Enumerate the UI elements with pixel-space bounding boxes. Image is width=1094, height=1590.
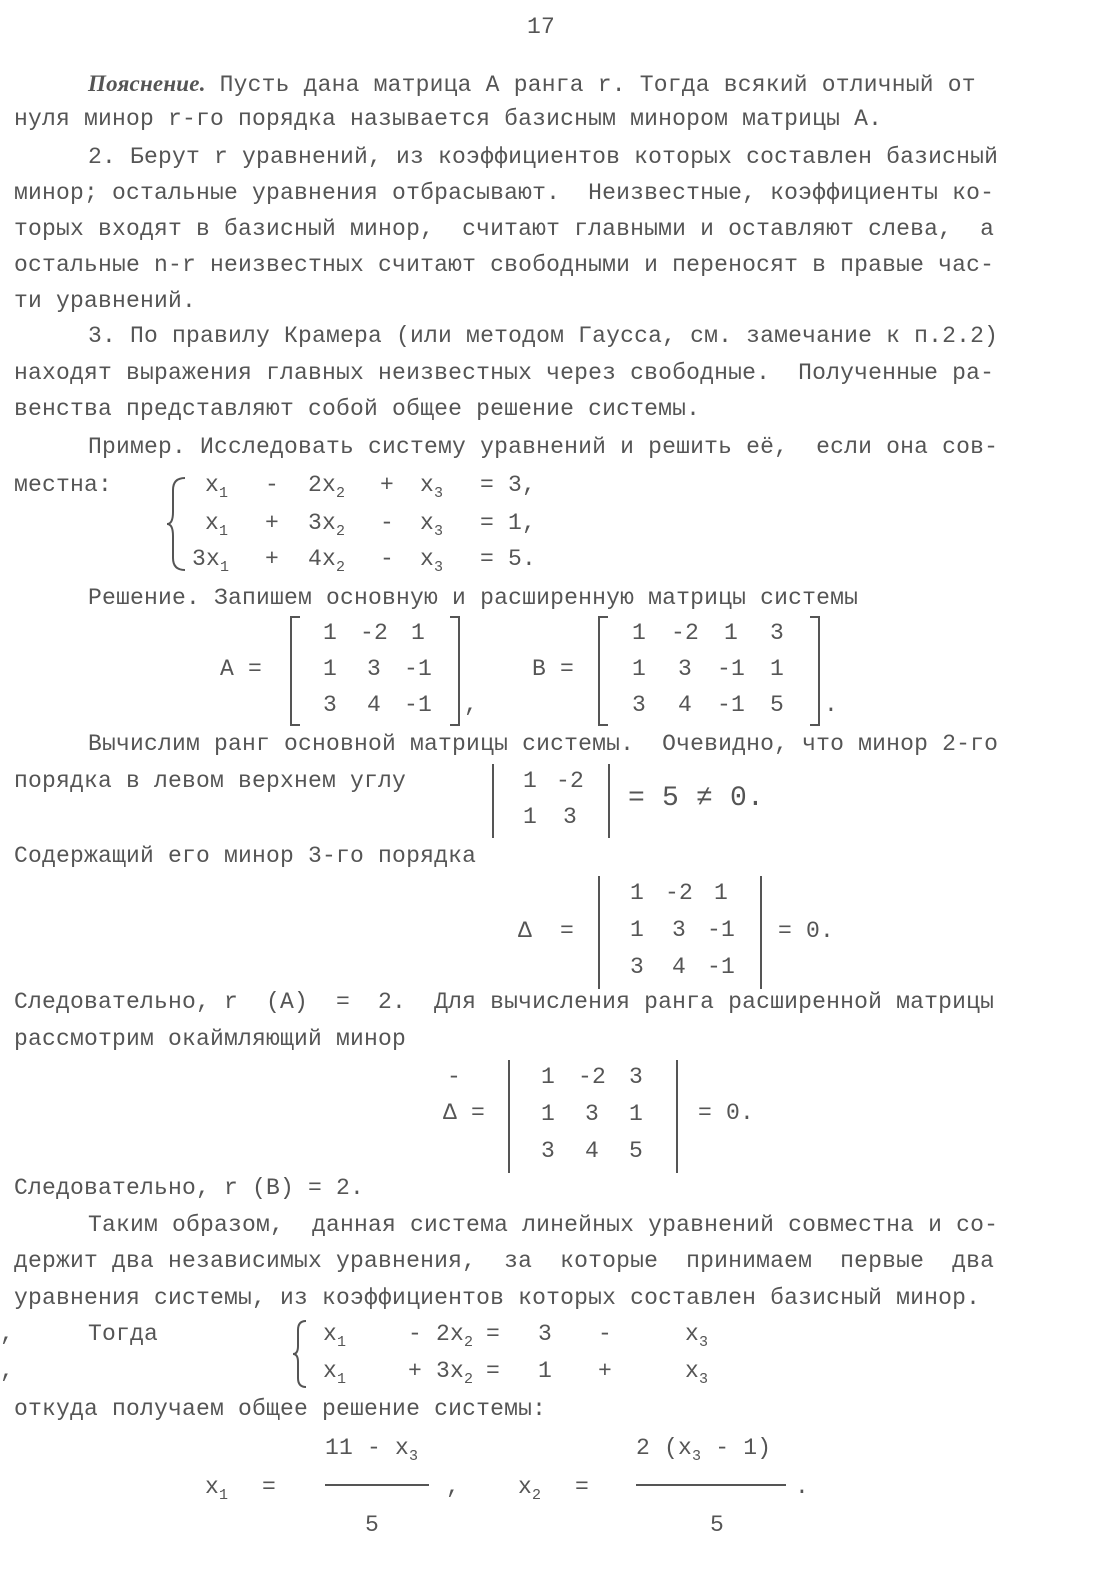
text-line: порядка в левом верхнем углу — [14, 768, 407, 794]
text-line: венства представляют собой общее решение системы. — [14, 396, 701, 422]
equation-term: - — [380, 546, 395, 572]
matrix-cell: 1 — [723, 620, 738, 646]
matrix-cell: 1 — [410, 620, 425, 646]
x2-denominator: 5 — [710, 1512, 725, 1538]
equation-term: $x_1$ — [205, 510, 229, 540]
text-line: Следовательно, r (A) = 2. Для вычисления ранга расширенной матрицы — [14, 989, 995, 1015]
equals: = — [575, 1474, 590, 1500]
det-bar-left — [492, 764, 494, 838]
equation-term: - $2x_2$ — [408, 1321, 474, 1351]
then-label: Тогда — [88, 1321, 159, 1347]
x2-numerator: 2 $(x_3 - 1)$ — [636, 1435, 772, 1465]
left-brace-icon — [290, 1318, 310, 1390]
text-line: Вычислим ранг основной матрицы системы. Очевидно, что минор 2-го — [88, 731, 999, 757]
matrix-cell: 3 — [322, 692, 337, 718]
matrix-cell: 3 — [584, 1101, 599, 1127]
left-bracket — [598, 724, 608, 726]
matrix-cell: -1 — [716, 656, 745, 682]
equation-rhs: = 5. — [480, 546, 537, 572]
equation-term: + — [265, 546, 280, 572]
matrix-cell: -2 — [670, 620, 699, 646]
text-line: местна: — [14, 472, 113, 498]
fraction-line — [325, 1484, 429, 1486]
equation-term: + $3x_2$ — [408, 1358, 474, 1388]
matrix-a-label: A = — [220, 656, 263, 682]
matrix-cell: 1 — [713, 880, 728, 906]
delta-bar-result: = 0. — [698, 1100, 755, 1126]
left-bracket — [290, 724, 300, 726]
x1-label: $x_1$ — [205, 1474, 229, 1504]
end-period: . — [795, 1474, 810, 1500]
delta-bar-overline: - — [447, 1064, 462, 1090]
right-bracket — [458, 616, 460, 726]
text-line: остальные n-r неизвестных считают свободными и переносят в правые час- — [14, 252, 995, 278]
right-bracket — [810, 616, 820, 618]
equation-term: $x_3$ — [685, 1321, 709, 1351]
det-bar-right — [760, 876, 762, 989]
matrix-cell: 4 — [584, 1138, 599, 1164]
equation-term: $x_3$ — [420, 546, 444, 576]
equation-term: $x_1$ — [323, 1321, 347, 1351]
right-bracket — [818, 616, 820, 726]
text-line: Пример. Исследовать систему уравнений и решить её, если она сов- — [88, 434, 999, 460]
text-line: Содержащий его минор 3-го порядка — [14, 843, 477, 869]
equation-term: $3x_1$ — [192, 546, 230, 576]
equation-term: - — [598, 1321, 613, 1347]
matrix-cell: -2 — [664, 880, 693, 906]
equation-term: + — [380, 472, 395, 498]
matrix-cell: 5 — [628, 1138, 643, 1164]
matrix-cell: -1 — [706, 954, 735, 980]
matrix-cell: 1 — [522, 804, 537, 830]
matrix-cell: 1 — [631, 656, 646, 682]
delta-result: = 0. — [778, 918, 835, 944]
matrix-cell: 1 — [540, 1101, 555, 1127]
page-number: 17 — [527, 14, 556, 40]
separator: , — [446, 1474, 461, 1500]
x2-label: $x_2$ — [518, 1474, 542, 1504]
right-bracket — [450, 724, 460, 726]
text-line: ти уравнений. — [14, 288, 197, 314]
matrix-cell: 1 — [540, 1064, 555, 1090]
equation-term: - — [380, 510, 395, 536]
matrix-cell: 1 — [629, 880, 644, 906]
equation-term: 3 — [538, 1321, 553, 1347]
det-bar-left — [508, 1060, 510, 1173]
matrix-cell: 3 — [671, 917, 686, 943]
text-line: уравнения системы, из коэффициентов которых составлен базисный минор. — [14, 1285, 981, 1311]
note-label: Пояснение. — [88, 71, 206, 96]
text-line: находят выражения главных неизвестных через свободные. Полученные ра- — [14, 360, 995, 386]
equation-term: $x_1$ — [205, 472, 229, 502]
matrix-cell: -2 — [359, 620, 388, 646]
matrix-cell: 3 — [769, 620, 784, 646]
matrix-cell: 3 — [540, 1138, 555, 1164]
matrix-cell: 5 — [769, 692, 784, 718]
note-text: Пусть дана матрица A ранга r. Тогда всякий отличный от — [205, 72, 976, 98]
equation-term: , — [0, 1358, 15, 1384]
equation-term: + — [598, 1358, 613, 1384]
matrix-cell: 3 — [628, 1064, 643, 1090]
equation-term: + — [265, 510, 280, 536]
equation-term: , — [0, 1321, 15, 1347]
matrix-cell: -1 — [716, 692, 745, 718]
equation-term: $3x_2$ — [308, 510, 346, 540]
equation-term: = — [486, 1321, 501, 1347]
left-bracket — [598, 616, 600, 726]
right-bracket — [810, 724, 820, 726]
text-line: рассмотрим окаймляющий минор — [14, 1026, 407, 1052]
delta-bar-label: Δ = — [443, 1100, 486, 1126]
text-line: Решение. Запишем основную и расширенную матрицы системы — [88, 585, 859, 611]
matrix-cell: 1 — [769, 656, 784, 682]
equals: = — [262, 1474, 277, 1500]
delta-label: Δ = — [518, 918, 575, 944]
equation-term: - — [265, 472, 280, 498]
trailing-punct: . — [824, 692, 839, 718]
matrix-cell: 4 — [677, 692, 692, 718]
matrix-cell: 3 — [366, 656, 381, 682]
matrix-cell: -2 — [577, 1064, 606, 1090]
matrix-cell: 1 — [629, 917, 644, 943]
matrix-cell: 3 — [629, 954, 644, 980]
matrix-cell: 1 — [631, 620, 646, 646]
matrix-cell: 3 — [562, 804, 577, 830]
det-bar-right — [608, 764, 610, 838]
trailing-punct: , — [464, 692, 479, 718]
equation-term: 1 — [538, 1358, 553, 1384]
matrix-cell: 1 — [322, 656, 337, 682]
text-line: 3. По правилу Крамера (или методом Гаусса, см. замечание к п.2.2) — [88, 323, 999, 349]
equation-term: $x_3$ — [420, 510, 444, 540]
left-bracket — [598, 616, 608, 618]
matrix-cell: 4 — [366, 692, 381, 718]
fraction-line — [636, 1484, 786, 1486]
text-line: торых входят в базисный минор, считают главными и оставляют слева, а — [14, 216, 995, 242]
x1-denominator: 5 — [365, 1512, 380, 1538]
left-brace-icon — [165, 474, 189, 574]
text-line: минор; остальные уравнения отбрасывают. Неизвестные, коэффициенты ко- — [14, 180, 995, 206]
equation-term: $x_3$ — [685, 1358, 709, 1388]
equation-term: $x_3$ — [420, 472, 444, 502]
matrix-cell: 1 — [522, 768, 537, 794]
equation-term: $2x_2$ — [308, 472, 346, 502]
equation-term: = — [486, 1358, 501, 1384]
equation-term: $x_1$ — [323, 1358, 347, 1388]
text-line: держит два независимых уравнения, за которые принимаем первые два — [14, 1248, 995, 1274]
text-line: откуда получаем общее решение системы: — [14, 1396, 547, 1422]
matrix-cell: -2 — [555, 768, 584, 794]
equation-term: $4x_2$ — [308, 546, 346, 576]
note-paragraph — [88, 72, 976, 97]
matrix-cell: -1 — [403, 656, 432, 682]
right-bracket — [450, 616, 460, 618]
left-bracket — [290, 616, 292, 726]
matrix-cell: 4 — [671, 954, 686, 980]
equation-rhs: = 3, — [480, 472, 537, 498]
left-bracket — [290, 616, 300, 618]
text-line: Таким образом, данная система линейных уравнений совместна и со- — [88, 1212, 999, 1238]
text-line: 2. Берут r уравнений, из коэффициентов которых составлен базисный — [88, 144, 999, 170]
matrix-b-label: B = — [532, 656, 575, 682]
matrix-cell: -1 — [706, 917, 735, 943]
x1-numerator: $11 - x_3$ — [325, 1435, 419, 1465]
equation-rhs: = 1, — [480, 510, 537, 536]
text-line: нуля минор r-го порядка называется базисным минором матрицы A. — [14, 106, 883, 132]
matrix-cell: 1 — [628, 1101, 643, 1127]
text-line: Следовательно, r (B) = 2. — [14, 1175, 365, 1201]
minor-result: = 5 ≠ 0. — [628, 783, 765, 814]
matrix-cell: 1 — [322, 620, 337, 646]
matrix-cell: -1 — [403, 692, 432, 718]
det-bar-left — [598, 876, 600, 989]
matrix-cell: 3 — [677, 656, 692, 682]
det-bar-right — [676, 1060, 678, 1173]
matrix-cell: 3 — [631, 692, 646, 718]
